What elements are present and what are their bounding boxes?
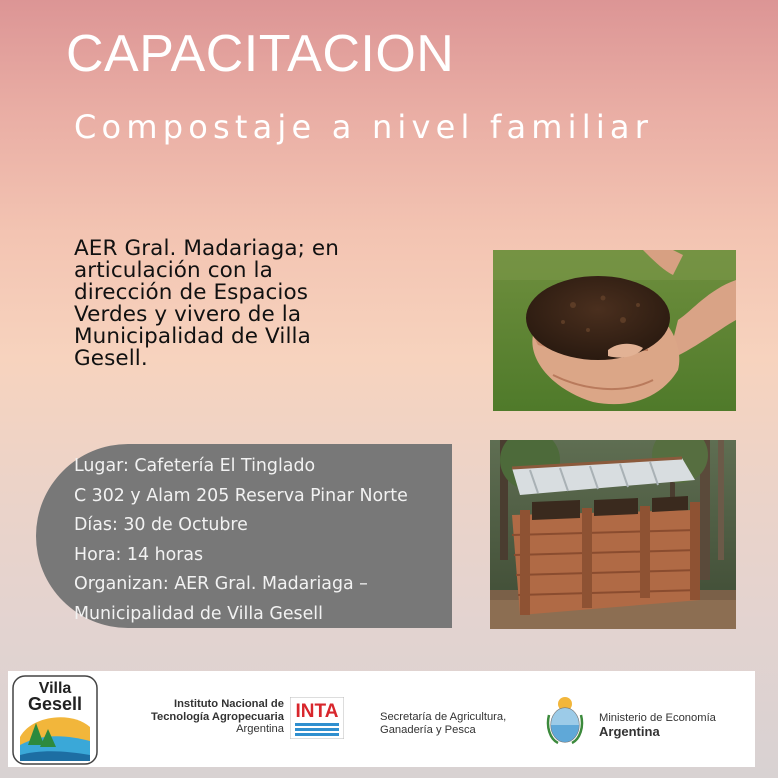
villa-gesell-logo-line1: Villa	[38, 680, 72, 697]
ministerio-line2: Argentina	[599, 724, 660, 739]
event-details	[74, 452, 464, 629]
villa-gesell-logo-line2: Gesell	[27, 694, 83, 714]
ministerio-line1: Ministerio de Economía	[599, 712, 716, 724]
secretaria-line1: Secretaría de Agricultura,	[380, 711, 507, 723]
description-line: dirección de Espacios	[74, 280, 309, 305]
description-line: Municipalidad de Villa	[74, 324, 311, 349]
detail-lugar: Lugar: Cafetería El Tinglado	[74, 456, 316, 476]
sponsor-logos-bar	[8, 671, 755, 767]
villa-gesell-logo	[12, 675, 98, 765]
inta-name-line2: Tecnología Agropecuaria	[150, 710, 284, 723]
argentina-coat-of-arms-icon	[546, 695, 584, 745]
compost-hands-photo	[493, 250, 736, 411]
description-line: Verdes y vivero de la	[74, 302, 302, 327]
detail-organizan: Organizan: AER Gral. Madariaga –	[74, 574, 368, 594]
detail-organizan-2: Municipalidad de Villa Gesell	[74, 603, 323, 624]
description-line: AER Gral. Madariaga; en	[74, 236, 339, 261]
inta-name-line1: Instituto Nacional de	[173, 698, 284, 710]
description-line: articulación con la	[74, 258, 273, 283]
event-description	[74, 238, 474, 370]
compost-bin-photo	[490, 440, 736, 629]
page-title: CAPACITACION	[66, 25, 455, 83]
inta-name-line3: Argentina	[236, 723, 284, 735]
inta-logo	[290, 697, 344, 739]
secretaria-line2: Ganadería y Pesca	[380, 724, 476, 736]
detail-direccion: C 302 y Alam 205 Reserva Pinar Norte	[74, 485, 408, 506]
detail-dias: Días: 30 de Octubre	[74, 515, 248, 535]
secretaria-agricultura	[380, 711, 506, 737]
description-line: Gesell.	[74, 346, 148, 371]
detail-hora: Hora: 14 horas	[74, 544, 204, 565]
inta-name	[128, 698, 284, 736]
ministerio-economia	[599, 711, 716, 739]
inta-logo-text: INTA	[295, 701, 339, 722]
page-subtitle: Compostaje a nivel familiar	[74, 108, 654, 146]
